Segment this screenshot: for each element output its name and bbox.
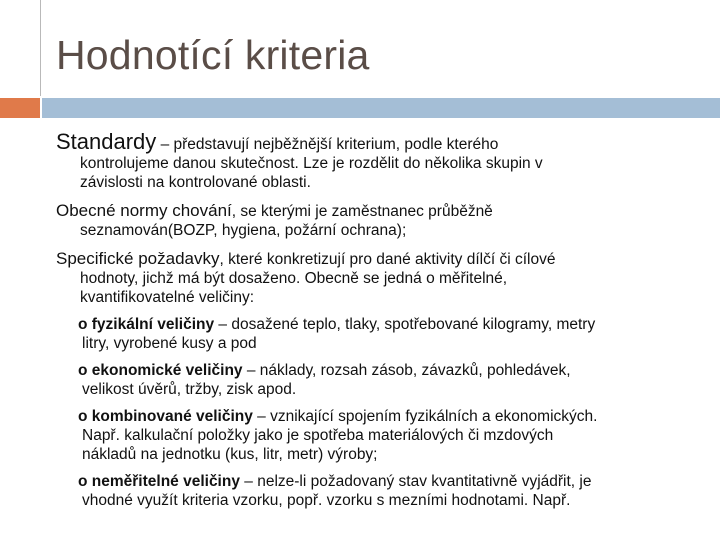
title-underline-bar bbox=[42, 98, 720, 118]
paragraph-specificke-pozadavky bbox=[56, 249, 706, 307]
subitem-text: – náklady, rozsah zásob, závazků, pohledávek, bbox=[242, 362, 571, 379]
subitem-text: litry, vyrobené kusy a pod bbox=[82, 335, 257, 352]
frame-vertical-line bbox=[40, 0, 41, 96]
subitem-text: Např. kalkulační položky jako je spotřeba materiálových či mzdových bbox=[82, 427, 554, 444]
subitem-term: o neměřitelné veličiny bbox=[78, 473, 240, 490]
paragraph-text: , se kterými je zaměstnanec průběžně bbox=[231, 203, 493, 220]
subitem-text: vhodné využít kriteria vzorku, popř. vzorku s mezními hodnotami. Např. bbox=[82, 492, 571, 509]
subitem-text: – nelze-li požadovaný stav kvantitativně vyjádřit, je bbox=[239, 473, 592, 490]
subitem-text: velikost úvěrů, tržby, zisk apod. bbox=[82, 381, 297, 398]
slide-title: Hodnotící kriteria bbox=[56, 32, 370, 78]
paragraph-text: závislosti na kontrolované oblasti. bbox=[80, 174, 311, 191]
paragraph-obecne-normy bbox=[56, 201, 706, 240]
paragraph-text: , které konkretizují pro dané aktivity dílčí či cílové bbox=[219, 251, 556, 268]
term-specificke-pozadavky: Specifické požadavky bbox=[56, 249, 220, 268]
paragraph-standardy bbox=[56, 129, 706, 192]
term-obecne-normy: Obecné normy chování bbox=[56, 201, 232, 220]
subitem-ekonomicke bbox=[56, 361, 706, 399]
term-standardy: Standardy bbox=[56, 129, 157, 154]
subitem-term: o kombinované veličiny bbox=[78, 408, 253, 425]
subitem-nemeritelne bbox=[56, 472, 706, 510]
paragraph-text: kvantifikovatelné veličiny: bbox=[80, 289, 255, 306]
subitem-text: nákladů na jednotku (kus, litr, metr) výroby; bbox=[82, 446, 378, 463]
subitem-term: o fyzikální veličiny bbox=[78, 316, 215, 333]
subitem-text: – dosažené teplo, tlaky, spotřebované kilogramy, metry bbox=[214, 316, 596, 333]
subitem-term: o ekonomické veličiny bbox=[78, 362, 243, 379]
subitem-text: – vznikající spojením fyzikálních a ekonomických. bbox=[252, 408, 598, 425]
slide-body bbox=[56, 129, 706, 510]
paragraph-text: hodnoty, jichž má být dosaženo. Obecně se jedná o měřitelné, bbox=[80, 270, 508, 287]
paragraph-text: seznamován(BOZP, hygiena, požární ochrana); bbox=[80, 222, 407, 239]
title-accent-bar bbox=[0, 98, 40, 118]
paragraph-text: – představují nejběžnější kriterium, podle kterého bbox=[156, 136, 499, 153]
paragraph-text: kontrolujeme danou skutečnost. Lze je rozdělit do několika skupin v bbox=[80, 155, 543, 172]
subitem-fyzikalni bbox=[56, 315, 706, 353]
subitem-kombinovane bbox=[56, 407, 706, 464]
